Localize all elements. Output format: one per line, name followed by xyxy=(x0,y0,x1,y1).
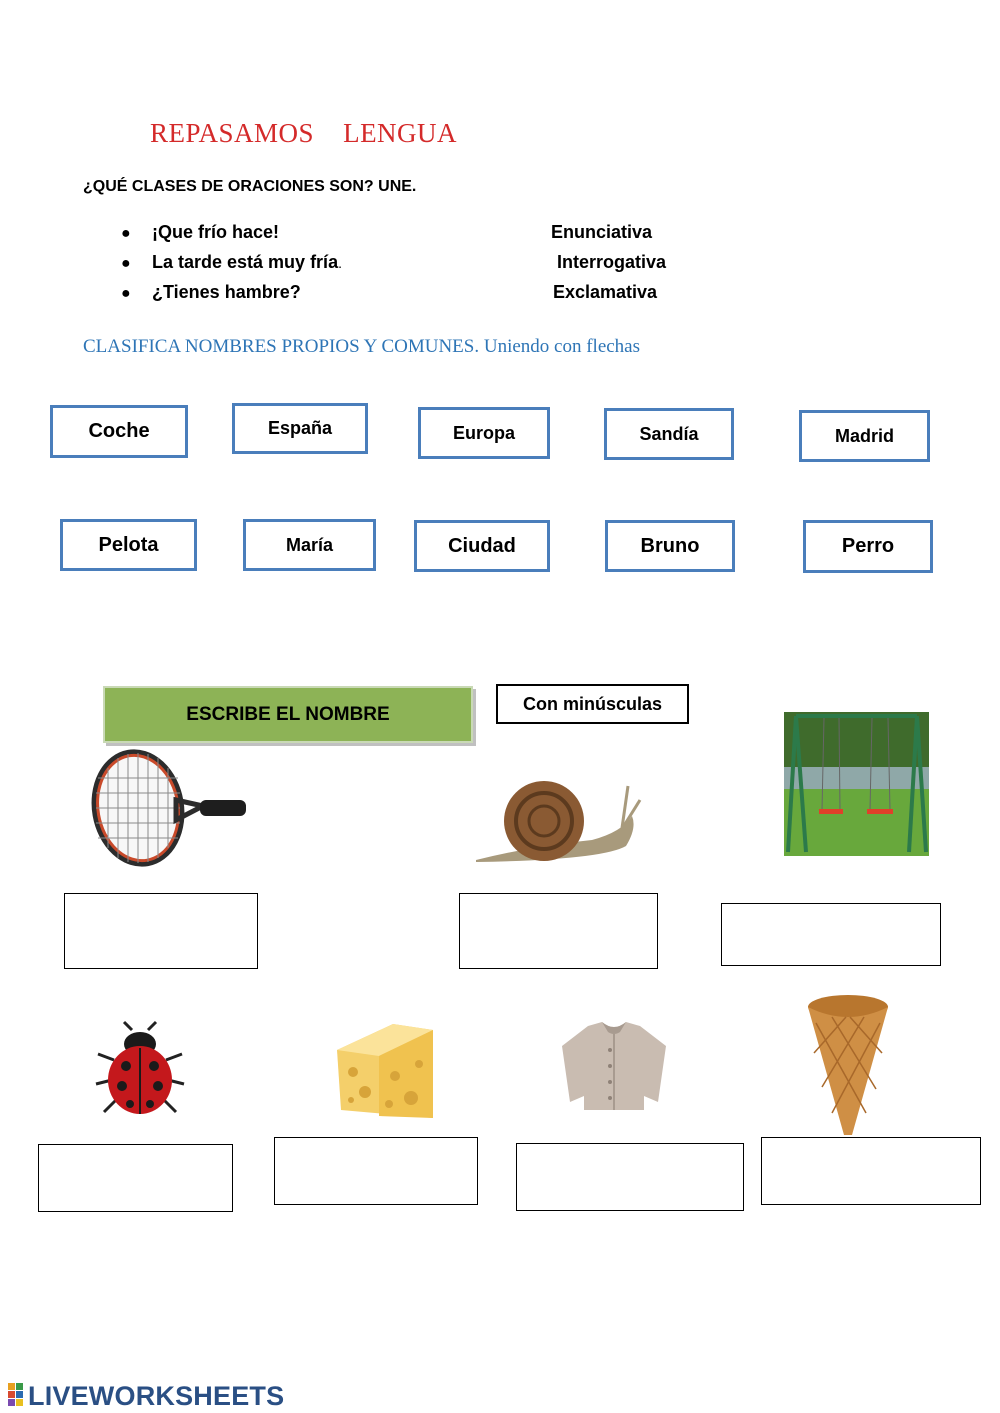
word-box-maria[interactable]: María xyxy=(243,519,376,571)
answer-input-swing[interactable] xyxy=(722,904,940,965)
word-box-europa[interactable]: Europa xyxy=(418,407,550,459)
word-box-coche[interactable]: Coche xyxy=(50,405,188,458)
sentence-1: ¡Que frío hace! xyxy=(152,222,280,242)
liveworksheets-logo-icon xyxy=(8,1383,30,1409)
lowercase-note: Con minúsculas xyxy=(496,684,689,724)
write-name-label: ESCRIBE EL NOMBRE xyxy=(103,686,473,743)
swing-image xyxy=(784,712,929,856)
bullet-2: ● xyxy=(121,255,131,272)
answer-input-cheese[interactable] xyxy=(275,1138,477,1204)
cone-image xyxy=(806,993,890,1138)
classify-heading: CLASIFICA NOMBRES PROPIOS Y COMUNES. Uniendo con flechas xyxy=(83,336,641,357)
type-enunciativa[interactable]: Enunciativa xyxy=(551,222,653,242)
sentence-2-dot: . xyxy=(338,255,342,271)
answer-input-ladybug[interactable] xyxy=(39,1145,232,1211)
answer-input-racket[interactable] xyxy=(65,894,257,968)
bullet-3: ● xyxy=(121,285,131,302)
word-box-madrid[interactable]: Madrid xyxy=(799,410,930,462)
sentence-2-text: La tarde está muy fría xyxy=(152,252,339,272)
answer-box-cheese[interactable] xyxy=(274,1137,478,1205)
word-box-perro[interactable]: Perro xyxy=(803,520,933,573)
answer-input-sweater[interactable] xyxy=(517,1144,743,1210)
answer-input-snail[interactable] xyxy=(460,894,657,968)
sweater-image xyxy=(558,1020,670,1112)
word-box-espana[interactable]: España xyxy=(232,403,368,454)
liveworksheets-brand[interactable]: LIVEWORKSHEETS xyxy=(28,1381,285,1411)
type-exclamativa[interactable]: Exclamativa xyxy=(553,282,658,302)
word-box-pelota[interactable]: Pelota xyxy=(60,519,197,571)
answer-input-cone[interactable] xyxy=(762,1138,980,1204)
word-box-bruno[interactable]: Bruno xyxy=(605,520,735,572)
type-interrogativa[interactable]: Interrogativa xyxy=(557,252,667,272)
snail-image xyxy=(472,776,667,866)
word-box-ciudad[interactable]: Ciudad xyxy=(414,520,550,572)
word-box-sandia[interactable]: Sandía xyxy=(604,408,734,460)
sentence-3: ¿Tienes hambre? xyxy=(152,282,301,302)
cheese-image xyxy=(333,1020,435,1122)
answer-box-racket[interactable] xyxy=(64,893,258,969)
sentence-2 xyxy=(152,252,342,273)
answer-box-ladybug[interactable] xyxy=(38,1144,233,1212)
page-title: REPASAMOS LENGUA xyxy=(150,118,458,148)
ladybug-image xyxy=(94,1020,186,1116)
answer-box-snail[interactable] xyxy=(459,893,658,969)
answer-box-swing[interactable] xyxy=(721,903,941,966)
sentence-exercise-heading: ¿QUÉ CLASES DE ORACIONES SON? UNE. xyxy=(83,178,417,195)
answer-box-sweater[interactable] xyxy=(516,1143,744,1211)
bullet-1: ● xyxy=(121,225,131,242)
answer-box-cone[interactable] xyxy=(761,1137,981,1205)
racket-image xyxy=(88,748,253,870)
